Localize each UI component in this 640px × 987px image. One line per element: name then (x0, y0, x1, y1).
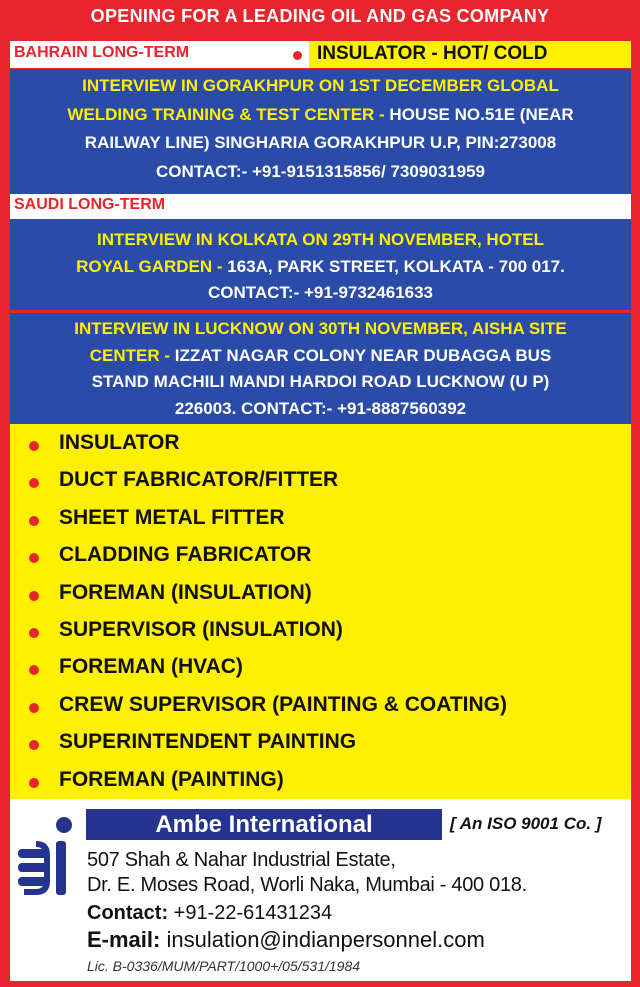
company-logo-icon (16, 811, 80, 911)
gorakhpur-line-1: INTERVIEW IN GORAKHPUR ON 1ST DECEMBER GLOBAL (82, 76, 559, 95)
list-item (10, 576, 631, 613)
role-label: INSULATOR (59, 431, 180, 454)
contact-phone: Contact: +91-22-61431234 (87, 902, 333, 924)
address-line-1: 507 Shah & Nahar Industrial Estate, (87, 849, 396, 871)
role-label: DUCT FABRICATOR/FITTER (59, 468, 339, 492)
list-item (10, 725, 631, 762)
bullet-icon (29, 740, 39, 750)
role-label: FOREMAN (PAINTING) (59, 767, 284, 791)
bullet-icon (29, 441, 39, 451)
bullet-icon (293, 51, 302, 60)
bullet-icon (29, 703, 39, 713)
lucknow-line-2: CENTER - IZZAT NAGAR COLONY NEAR DUBAGGA BUS (89, 345, 552, 365)
poster-heading: OPENING FOR A LEADING OIL AND GAS COMPANY (90, 6, 550, 26)
saudi-region-label: SAUDI LONG-TERM (14, 196, 166, 213)
kolkata-line-2: ROYAL GARDEN - 163A, PARK STREET, KOLKATA - 700 017. (76, 256, 565, 276)
bullet-icon (29, 553, 39, 563)
company-name-banner (86, 809, 442, 840)
role-label: FOREMAN (HVAC) (59, 655, 243, 679)
gorakhpur-line-3: RAILWAY LINE) SINGHARIA GORAKHPUR U.P, PIN:273008 (84, 133, 557, 152)
lucknow-line-3: STAND MACHILI MANDI HARDOI ROAD LUCKNOW (U P) (91, 372, 550, 391)
bullet-icon (29, 516, 39, 526)
list-item (10, 538, 631, 575)
bullet-icon (29, 665, 39, 675)
gorakhpur-contact: CONTACT:- +91-9151315856/ 7309031959 (155, 161, 486, 181)
role-label: SUPERVISOR (INSULATION) (59, 617, 343, 641)
bullet-icon (29, 628, 39, 638)
role-label: FOREMAN (INSULATION) (59, 580, 312, 604)
kolkata-line-1: INTERVIEW IN KOLKATA ON 29TH NOVEMBER, HOTEL (96, 230, 545, 249)
roles-panel (10, 424, 631, 799)
bahrain-trade: INSULATOR - HOT/ COLD (317, 43, 548, 64)
kolkata-interview-box (10, 219, 631, 310)
iso-certification: [ An ISO 9001 Co. ] (450, 814, 602, 833)
bullet-icon (29, 478, 39, 488)
contact-email: E-mail: insulation@indianpersonnel.com (87, 927, 485, 952)
lucknow-line-1: INTERVIEW IN LUCKNOW ON 30TH NOVEMBER, AISHA SITE (74, 319, 567, 338)
bahrain-trade-box (309, 41, 631, 68)
address-line-2: Dr. E. Moses Road, Worli Naka, Mumbai - 400 018. (87, 874, 527, 896)
kolkata-contact: CONTACT:- +91-9732461633 (207, 283, 434, 302)
license-number: Lic. B-0336/MUM/PART/1000+/05/531/1984 (87, 958, 361, 974)
role-label: CREW SUPERVISOR (PAINTING & COATING) (59, 692, 508, 716)
list-item (10, 650, 631, 687)
bahrain-region-label: BAHRAIN LONG-TERM (14, 44, 190, 61)
company-name: Ambe International (155, 811, 373, 838)
list-item (10, 763, 631, 800)
list-item (10, 426, 631, 463)
company-footer (10, 799, 631, 981)
role-label: SHEET METAL FITTER (59, 505, 285, 529)
role-label: SUPERINTENDENT PAINTING (59, 730, 357, 754)
role-label: CLADDING FABRICATOR (59, 543, 312, 567)
role-list (10, 426, 631, 800)
list-item (10, 501, 631, 538)
bullet-icon (29, 591, 39, 601)
gorakhpur-interview-box (10, 69, 631, 194)
bahrain-region-row (10, 41, 631, 68)
lucknow-contact: 226003. CONTACT:- +91-8887560392 (174, 398, 467, 418)
list-item (10, 688, 631, 725)
bullet-icon (29, 778, 39, 788)
list-item (10, 613, 631, 650)
lucknow-interview-box (10, 313, 631, 424)
list-item (10, 463, 631, 500)
gorakhpur-line-2: WELDING TRAINING & TEST CENTER - HOUSE NO.51E (NEAR (67, 104, 574, 124)
saudi-region-row (10, 194, 631, 219)
